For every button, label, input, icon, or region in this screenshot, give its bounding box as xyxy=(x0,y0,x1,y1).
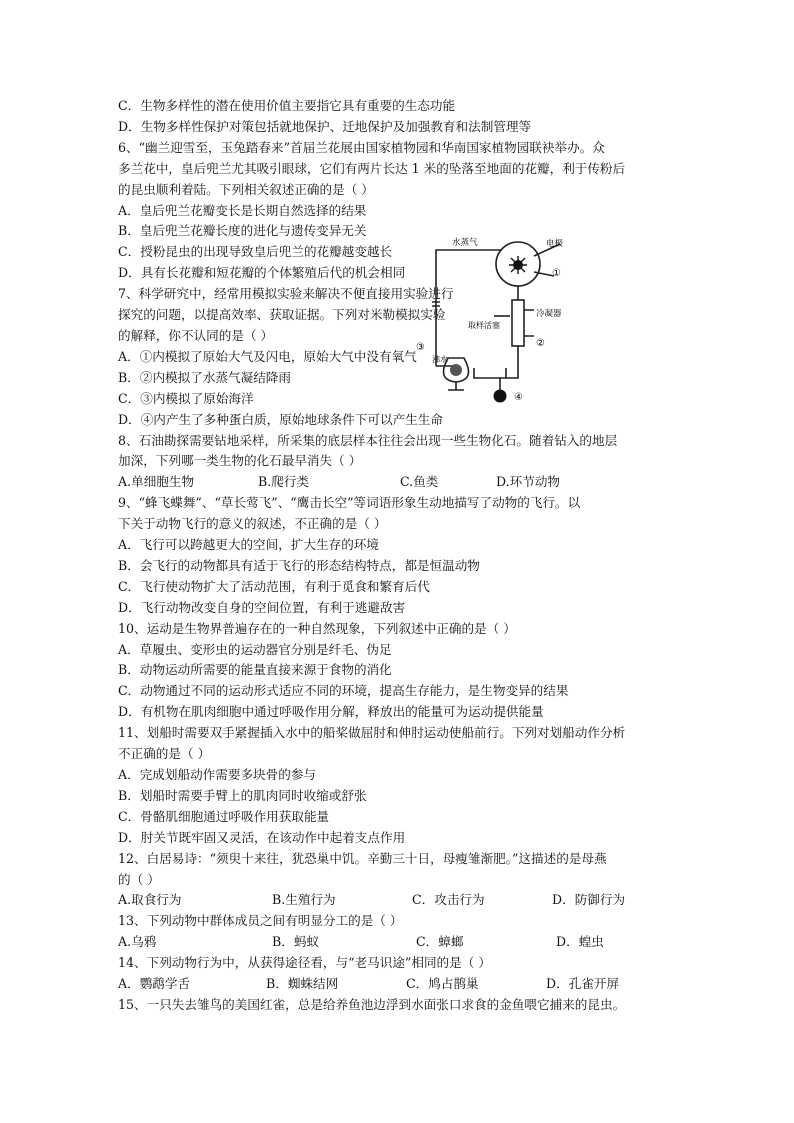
q12-stem-line: 的（ ） xyxy=(118,871,160,887)
q15-stem-line: 15、一只失去雏鸟的美国红雀，总是给养鱼池边浮到水面张口求食的金鱼喂它捕来的昆虫。 xyxy=(118,996,626,1012)
boiling-water xyxy=(450,364,462,376)
q6-option-a: A．皇后兜兰花瓣变长是长期自然选择的结果 xyxy=(118,202,367,218)
q10-stem-line: 10、运动是生物界普遍存在的一种自然现象，下列叙述中正确的是（ ） xyxy=(118,620,516,636)
q9-option-d: D．飞行动物改变自身的空间位置，有利于逃避敌害 xyxy=(118,599,406,615)
label-boiling: 沸水 xyxy=(432,355,448,364)
question-15 xyxy=(118,995,688,1016)
q7-stem-line: 的解释，你不认同的是（ ） xyxy=(118,327,274,343)
question-11 xyxy=(118,723,688,848)
q6-option-d: D．具有长花瓣和短花瓣的个体繁殖后代的机会相同 xyxy=(118,265,406,281)
q6-stem-line: 的昆虫顺利着陆。下列相关叙述正确的是（ ） xyxy=(118,181,374,197)
q11-option-d: D．肘关节既牢固又灵活，在该动作中起着支点作用 xyxy=(118,829,406,845)
q13-option-c: C．蟑螂 xyxy=(416,934,464,950)
q8-option-c: C.鱼类 xyxy=(400,474,439,490)
q13-option-a: A.乌鸦 xyxy=(118,934,157,950)
q6-option-c: C．授粉昆虫的出现导致皇后兜兰的花瓣越变越长 xyxy=(118,244,393,260)
q14-option-d: D．孔雀开屏 xyxy=(546,976,620,992)
q7-option-a: A．①内模拟了原始大气及闪电，原始大气中没有氧气 xyxy=(118,348,417,364)
question-14 xyxy=(118,953,688,995)
q6-stem-line: 6、“幽兰迎雪至，玉兔踏春来”首届兰花展由国家植物园和华南国家植物园联袂举办。众 xyxy=(118,139,605,155)
q6-stem-line: 多兰花中，皇后兜兰尤其吸引眼球，它们有两片长达 1 米的坠落至地面的花瓣，利于传粉后 xyxy=(118,160,626,176)
q12-options xyxy=(118,890,688,911)
q13-options xyxy=(118,932,688,953)
label-2: ② xyxy=(536,338,545,349)
q13-stem-line: 13、下列动物中群体成员之间有明显分工的是（ ） xyxy=(118,913,403,929)
q11-option-c: C．骨骼肌细胞通过呼吸作用获取能量 xyxy=(118,808,330,824)
q14-option-a: A．鹦鹉学舌 xyxy=(118,976,191,992)
label-4: ④ xyxy=(514,392,523,403)
q12-option-b: B.生殖行为 xyxy=(272,892,336,908)
q8-stem-line: 加深，下列哪一类生物的化石最早消失（ ） xyxy=(118,453,362,469)
question-12 xyxy=(118,849,688,912)
label-valve-mid: 取样活塞 xyxy=(468,321,500,330)
q12-option-a: A.取食行为 xyxy=(118,892,182,908)
label-1: ① xyxy=(552,268,561,279)
q7-option-b: B．②内模拟了水蒸气凝结降雨 xyxy=(118,369,291,385)
u-trap xyxy=(474,346,518,378)
q8-options xyxy=(118,472,688,493)
label-electrode: 电极 xyxy=(546,239,564,249)
q10-option-a: A．草履虫、变形虫的运动器官分别是纤毛、伪足 xyxy=(118,641,392,657)
q14-option-c: C．鸠占鹊巢 xyxy=(406,976,479,992)
q7-stem-line: 探究的问题，以提高效率、获取证据。下列对米勒模拟实验 xyxy=(118,307,446,323)
question-10 xyxy=(118,619,688,724)
q7-option-d: D．④内产生了多种蛋白质，原始地球条件下可以产生生命 xyxy=(118,411,443,427)
q11-stem-line: 11、划船时需要双手紧握插入水中的船桨做屈肘和伸肘运动使船前行。下列对划船动作分析 xyxy=(118,725,626,741)
label-vapor: 水蒸气 xyxy=(452,238,478,248)
question-6 xyxy=(118,138,688,284)
q12-stem-line: 12、白居易诗：“须臾十来往，犹恐巢中饥。辛勤三十日，母瘦雏渐肥。”这描述的是母燕 xyxy=(118,850,607,866)
miller-apparatus-figure xyxy=(414,228,584,404)
q5-option-d: D．生物多样性保护对策包括就地保护、迁地保护及加强教育和法制管理等 xyxy=(118,118,532,134)
question-8 xyxy=(118,431,688,494)
question-13 xyxy=(118,911,688,953)
q10-option-c: C．动物通过不同的运动形式适应不同的环境，提高生存能力，是生物变异的结果 xyxy=(118,683,569,699)
condenser-jacket xyxy=(512,300,524,346)
q14-options xyxy=(118,974,688,995)
q10-option-b: B．动物运动所需要的能量直接来源于食物的消化 xyxy=(118,662,392,678)
q5-option-c: C．生物多样性的潜在使用价值主要指它具有重要的生态功能 xyxy=(118,98,456,113)
q7-stem-line: 7、科学研究中，经常用模拟实验来解决不便直接用实验进行 xyxy=(118,286,454,302)
q11-option-a: A．完成划船动作需要多块骨的参与 xyxy=(118,767,317,782)
label-condenser: 冷凝器 xyxy=(536,309,562,319)
q8-option-d: D.环节动物 xyxy=(496,474,561,490)
exam-page xyxy=(118,96,688,1016)
q13-option-d: D．蝗虫 xyxy=(556,934,604,950)
collection-bulb xyxy=(494,390,507,403)
q14-stem-line: 14、下列动物行为中，从获得途径看，与“老马识途”相同的是（ ） xyxy=(118,955,491,971)
q9-stem-line: 下关于动物飞行的意义的叙述，不正确的是（ ） xyxy=(118,516,387,532)
left-tube xyxy=(436,250,502,366)
q6-option-b: B．皇后兜兰花瓣长度的进化与遗传变异无关 xyxy=(118,223,367,239)
q13-option-b: B．蚂蚁 xyxy=(272,934,320,950)
question-7 xyxy=(118,284,688,430)
q9-option-c: C．飞行使动物扩大了活动范围，有利于觅食和繁育后代 xyxy=(118,578,430,594)
q9-stem-line: 9、“蜂飞蝶舞”、“草长莺飞”、“鹰击长空”等词语形象生动地描写了动物的飞行。以 xyxy=(118,495,581,511)
q8-stem-line: 8、石油勘探需要钻地采样，所采集的底层样本往往会出现一些生物化石。随着钻入的地层 xyxy=(118,432,618,448)
q9-option-b: B．会飞行的动物都具有适于飞行的形态结构特点，都是恒温动物 xyxy=(118,557,480,573)
q10-option-d: D．有机物在肌肉细胞中通过呼吸作用分解，释放出的能量可为运动提供能量 xyxy=(118,704,544,720)
heater-stand xyxy=(448,382,464,390)
q12-option-c: C．攻击行为 xyxy=(412,892,485,908)
q14-option-b: B．蜘蛛结网 xyxy=(266,976,339,992)
spark-center xyxy=(513,260,523,270)
q8-option-a: A.单细胞生物 xyxy=(118,474,195,490)
q7-option-c: C．③内模拟了原始海洋 xyxy=(118,390,254,406)
q12-option-d: D．防御行为 xyxy=(552,892,626,908)
q11-stem-line: 不正确的是（ ） xyxy=(118,746,211,762)
condenser-pipes xyxy=(524,310,534,336)
q9-option-a: A．飞行可以跨越更大的空间，扩大生存的环境 xyxy=(118,537,379,553)
label-3: ③ xyxy=(416,342,425,353)
q11-option-b: B．划船时需要手臂上的肌肉同时收缩或舒张 xyxy=(118,787,367,803)
question-9 xyxy=(118,493,688,618)
q8-option-b: B.爬行类 xyxy=(258,474,310,490)
